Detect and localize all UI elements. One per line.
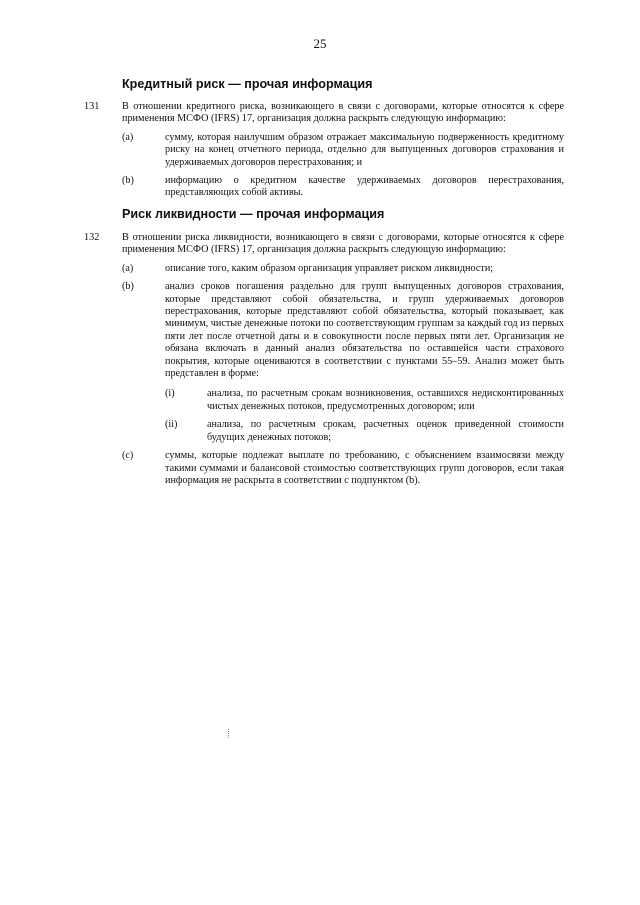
list-item <box>84 175 564 200</box>
list-item <box>84 281 564 444</box>
page-number: 25 <box>313 36 327 51</box>
list-item-label: (b) <box>122 281 134 293</box>
list-item-label: (c) <box>122 450 134 462</box>
paragraph-132 <box>84 232 564 487</box>
sub-list-item-text: анализа, по расчетным срокам, расчетных оценок приведенной стоимости будущих денежных потоков; <box>207 419 564 443</box>
paragraph-number: 132 <box>84 232 100 243</box>
list-item <box>84 450 564 487</box>
list-item-label: (a) <box>122 131 134 143</box>
sub-list-item <box>84 388 564 413</box>
sub-list-item-text: анализа, по расчетным срокам возникновения, оставшихся недисконтированных чистых денежных потоков, предусмотренных договором; или <box>207 388 564 412</box>
list-item-text: информацию о кредитном качестве удерживаемых договоров перестрахования, представляющих собой активы. <box>165 175 564 199</box>
section-heading-liquidity-risk: Риск ликвидности — прочая информация <box>122 207 385 221</box>
sub-list-item <box>84 419 564 444</box>
list-item-label: (a) <box>122 262 134 274</box>
list-item <box>84 263 564 275</box>
list-item-text: описание того, каким образом организация управляет риском ликвидности; <box>165 262 494 274</box>
paragraph-131 <box>84 101 564 200</box>
list-item <box>84 132 564 169</box>
list-item-text: анализ сроков погашения раздельно для групп выпущенных договоров страхования, которые представляют собой обязательства, и групп удерживаемых договоров перестрахования, которые представляют собой обязательства, который показывает, как минимум, чистые денежные потоки по соответствующим группам за каждый год из первых пяти лет после отчетной даты и в совокупности после первых пяти лет. Организация не обязана включать в данный анализ обязательства по оставшейся части страхового покрытия, которые оцениваются в соответствии с пунктами 55–59. Анализ может быть представлен в форме: <box>165 281 564 380</box>
list-item-text: сумму, которая наилучшим образом отражает максимальную подверженность кредитному риску на конец отчетного периода, отдельно для выпущенных договоров страхования и удерживаемых договоров перестрахования; и <box>165 131 564 168</box>
paragraph-text: В отношении кредитного риска, возникающего в связи с договорами, которые относятся к сфере применения МСФО (IFRS) 17, организация должна раскрыть следующую информацию: <box>122 101 564 125</box>
paragraph-number: 131 <box>84 101 100 112</box>
list-item-label: (b) <box>122 175 134 187</box>
paragraph-text: В отношении риска ликвидности, возникающего в связи с договорами, которые относятся к сфере применения МСФО (IFRS) 17, организация должна раскрыть следующую информацию: <box>122 232 564 256</box>
section-heading-credit-risk: Кредитный риск — прочая информация <box>122 77 373 91</box>
sub-list-item-label: (ii) <box>165 419 178 431</box>
sub-list-item-label: (i) <box>165 388 175 400</box>
scan-mark <box>228 729 230 738</box>
list-item-text: суммы, которые подлежат выплате по требованию, с объяснением взаимосвязи между такими суммами и балансовой стоимостью соответствующих групп договоров, если такая информация не раскрыта в соответствии с подпунктом (b). <box>165 450 564 486</box>
